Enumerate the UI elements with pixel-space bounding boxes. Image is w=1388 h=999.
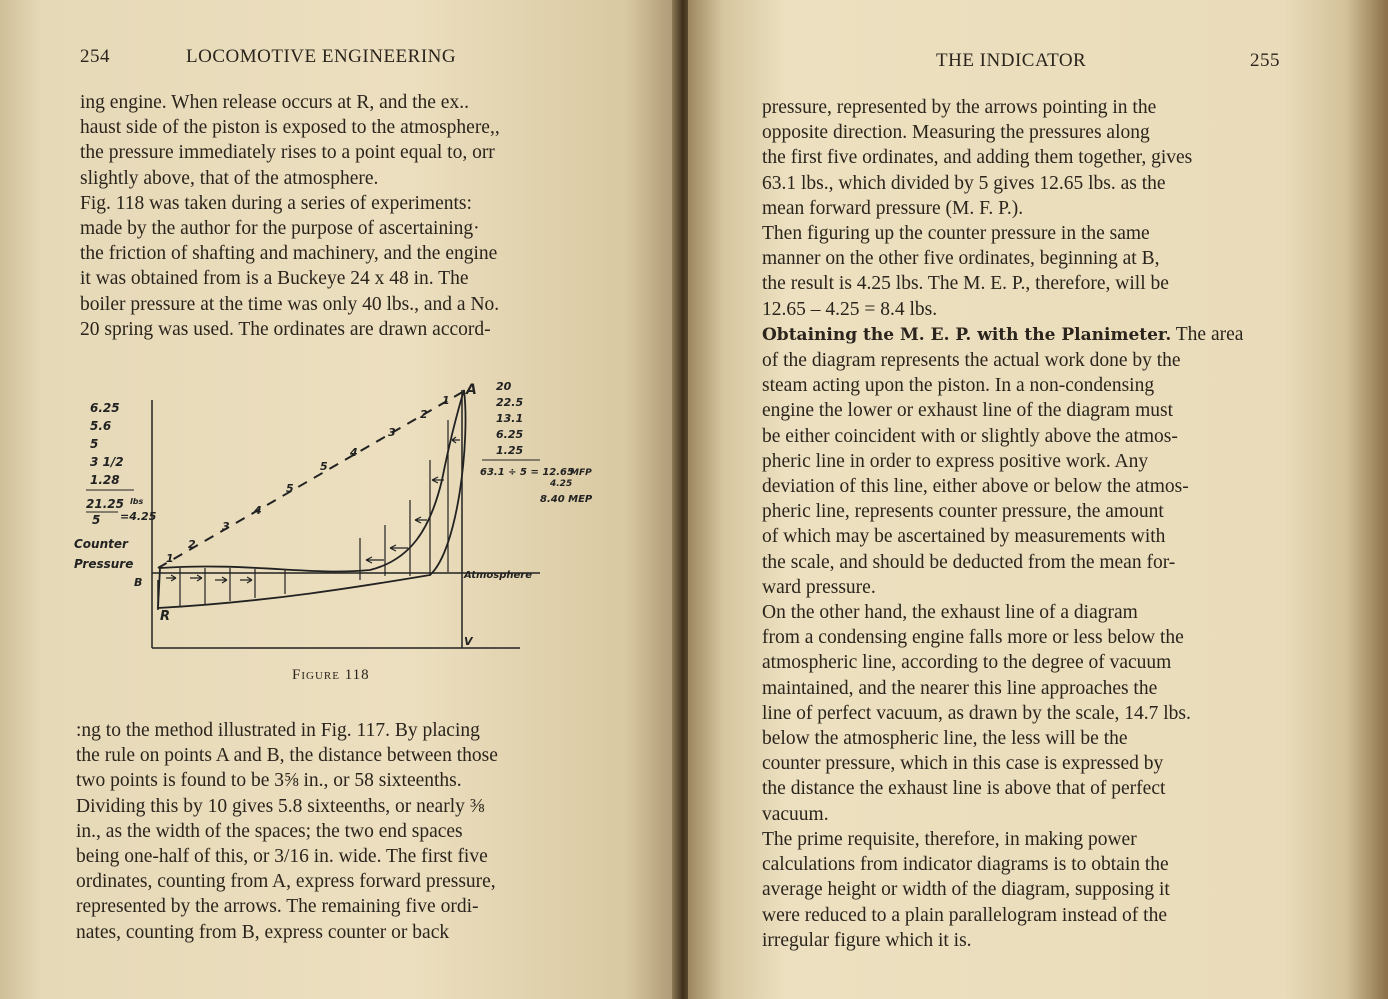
ordinate-number: 2 — [188, 538, 196, 551]
text-line: the pressure immediately rises to a point equal to, orr — [80, 142, 495, 164]
right-value: 22.5 — [496, 396, 524, 409]
right-mep: 8.40 MEP — [540, 494, 593, 505]
text-line: from a condensing engine falls more or less below the — [762, 627, 1184, 649]
ordinate-number: 5 — [286, 482, 294, 495]
ordinate-number: 2 — [420, 408, 428, 421]
text-line: pressure, represented by the arrows pointing in the — [762, 97, 1157, 118]
text-line: The prime requisite, therefore, in making power — [762, 828, 1137, 850]
heading-continuation: The area — [1171, 323, 1244, 345]
right-mfp: MFP — [570, 468, 592, 478]
text-line: On the other hand, the exhaust line of a diagram — [762, 602, 1138, 624]
text-line: the rule on points A and B, the distance between those — [76, 745, 498, 767]
label-V: V — [464, 635, 473, 648]
right-sum: 63.1 ÷ 5 = 12.65 — [480, 467, 574, 478]
text-line: irregular figure which it is. — [762, 929, 972, 951]
text-line: average height or width of the diagram, supposing it — [762, 879, 1170, 901]
text-line: manner on the other five ordinates, beginning at B, — [762, 248, 1160, 270]
text-line: slightly above, that of the atmosphere. — [80, 167, 379, 189]
text-line: pheric line, represents counter pressure, the amount — [762, 501, 1164, 523]
right-page-number: 255 — [1250, 50, 1280, 71]
text-line: boiler pressure at the time was only 40 lbs., and a No. — [80, 293, 500, 315]
text-line: pheric line in order to express positive work. Any — [762, 450, 1149, 472]
right-subtract: 4.25 — [550, 479, 573, 489]
text-line: opposite direction. Measuring the pressures along — [762, 122, 1150, 144]
left-running-head: LOCOMOTIVE ENGINEERING — [186, 46, 457, 67]
text-line: maintained, and the nearer this line approaches the — [762, 677, 1158, 699]
counter-label: Counter — [74, 537, 128, 551]
text-line: ward pressure. — [762, 576, 876, 598]
text-line: the friction of shafting and machinery, and the engine — [80, 243, 498, 265]
text-line: being one-half of this, or 3/16 in. wide. The first five — [76, 846, 488, 868]
label-A: A — [466, 382, 477, 398]
left-text-bottom — [76, 718, 598, 945]
diagram-outline — [158, 390, 466, 608]
pressure-label: Pressure — [74, 557, 134, 571]
text-line: deviation of this line, either above or below the atmos- — [762, 476, 1189, 498]
text-line: line of perfect vacuum, as drawn by the scale, 14.7 lbs. — [762, 702, 1191, 724]
text-line: calculations from indicator diagrams is to obtain the — [762, 854, 1169, 876]
right-value: 1.25 — [496, 444, 524, 457]
left-divisor: 5 — [92, 513, 101, 527]
text-line: vacuum. — [762, 803, 829, 825]
text-line: two points is found to be 3⅝ in., or 58 sixteenths. — [76, 770, 462, 792]
left-unit: lbs — [130, 497, 144, 506]
text-line: Fig. 118 was taken during a series of experiments: — [80, 192, 472, 214]
text-line: it was obtained from is a Buckeye 24 x 48 in. The — [80, 268, 469, 290]
text-line: be either coincident with or slightly above the atmos- — [762, 425, 1178, 447]
text-line: Then figuring up the counter pressure in the same — [762, 223, 1150, 245]
text-line: steam acting upon the piston. In a non-condensing — [762, 375, 1155, 397]
left-value: 5.6 — [90, 419, 112, 433]
ordinate-number: 1 — [442, 394, 450, 407]
text-line: 63.1 lbs., which divided by 5 gives 12.65 lbs. as the — [762, 172, 1166, 194]
section-heading-line — [762, 322, 1292, 348]
right-value: 20 — [496, 380, 512, 393]
text-line: ing engine. When release occurs at R, and the ex.. — [80, 92, 469, 113]
section-heading: Obtaining the M. E. P. with the Planimeter. — [762, 324, 1172, 345]
left-page-number: 254 — [80, 46, 110, 67]
atmosphere-label: Atmosphere — [464, 570, 532, 581]
ordinate-number: 5 — [320, 460, 328, 473]
text-line: :ng to the method illustrated in Fig. 117. By placing — [76, 720, 480, 741]
text-line: made by the author for the purpose of ascertaining· — [80, 218, 480, 240]
text-line: 20 spring was used. The ordinates are drawn accord- — [80, 318, 491, 340]
pressure-arrows — [166, 437, 460, 583]
text-line: represented by the arrows. The remaining five ordi- — [76, 896, 479, 918]
text-line: atmospheric line, according to the degree of vacuum — [762, 652, 1172, 674]
indicator-diagram-figure — [70, 380, 610, 660]
ordinate-number: 4 — [254, 504, 262, 517]
text-line: below the atmospheric line, the less will be the — [762, 728, 1128, 750]
text-line: in., as the width of the spaces; the two end spaces — [76, 820, 463, 842]
text-line: the first five ordinates, and adding them together, gives — [762, 147, 1193, 169]
ordinate-number: 4 — [350, 446, 358, 459]
text-line: were reduced to a plain parallelogram instead of the — [762, 904, 1167, 926]
label-B: B — [134, 576, 143, 589]
text-line: engine the lower or exhaust line of the diagram must — [762, 400, 1174, 422]
left-result: =4.25 — [120, 510, 157, 523]
text-line: haust side of the piston is exposed to the atmosphere,, — [80, 117, 500, 139]
text-line: the scale, and should be deducted from the mean for- — [762, 551, 1176, 573]
right-running-head: THE INDICATOR — [936, 50, 1087, 71]
text-line: the result is 4.25 lbs. The M. E. P., therefore, will be — [762, 273, 1169, 295]
text-line: the distance the exhaust line is above that of perfect — [762, 778, 1166, 800]
ordinate-number: 1 — [166, 552, 174, 565]
text-line: Dividing this by 10 gives 5.8 sixteenths, or nearly ⅜ — [76, 795, 485, 817]
text-line: nates, counting from B, express counter or back — [76, 921, 450, 943]
figure-caption: Figure 118 — [292, 667, 370, 683]
ordinate-number: 3 — [388, 426, 396, 439]
left-value: 5 — [90, 437, 99, 451]
right-text — [762, 95, 1292, 953]
left-value: 1.28 — [90, 473, 120, 487]
text-line: mean forward pressure (M. F. P.). — [762, 197, 1024, 219]
text-line: of the diagram represents the actual work done by the — [762, 350, 1181, 372]
left-value: 3 1/2 — [90, 455, 124, 469]
text-line: ordinates, counting from A, express forward pressure, — [76, 871, 496, 893]
ordinate-number: 3 — [222, 520, 230, 533]
right-value: 13.1 — [496, 412, 524, 425]
left-text-top — [80, 90, 610, 342]
left-value: 6.25 — [90, 401, 120, 415]
text-line: counter pressure, which in this case is expressed by — [762, 753, 1164, 775]
left-page — [0, 0, 680, 999]
right-value: 6.25 — [496, 428, 524, 441]
left-sum: 21.25 — [86, 497, 124, 511]
label-R: R — [160, 609, 171, 624]
right-page — [688, 0, 1388, 999]
text-line: of which may be ascertained by measurements with — [762, 526, 1166, 548]
text-line: 12.65 – 4.25 = 8.4 lbs. — [762, 298, 938, 320]
